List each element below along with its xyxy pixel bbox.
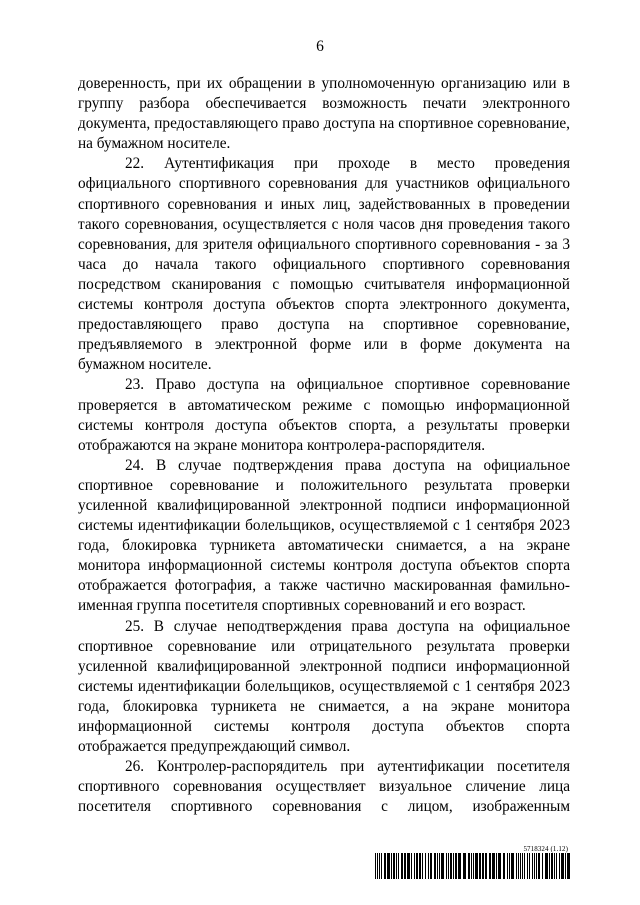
document-body: [78, 74, 570, 817]
paragraph-25: 25. В случае неподтверждения права доступа на официальное спортивное соревнование или отрицательного результата проверки усиленной квалифицированной электронной подписи информационной системы идентификации болельщиков, осуществляемой с 1 сентября 2023 года, блокировка турникета не снимается, а на экране монитора информационной системы контроля доступа объектов спорта отображается предупреждающий символ.: [78, 617, 570, 756]
paragraph-26: 26. Контролер-распорядитель при аутентификации посетителя спортивного соревнования осуществляет визуальное сличение лица посетителя спортивного соревнования с лицом, изображенным: [78, 758, 570, 816]
paragraph-24: 24. В случае подтверждения права доступа на официальное спортивное соревнование и положительного результата проверки усиленной квалифицированной электронной подписи информационной системы идентификации болельщиков, осуществляемой с 1 сентября 2023 года, блокировка турникета автоматически снимается, а на экране монитора информационной системы контроля доступа объектов спорта отображается фотография, а также частично маскированная фамильно-именная группа посетителя спортивных соревнований и его возраст.: [78, 456, 570, 615]
paragraph-22: 22. Аутентификация при проходе в место проведения официального спортивного соревнования для участников официального спортивного соревнования и иных лиц, задействованных в проведении такого соревнования, осуществляется с ноля часов дня проведения такого соревнования, для зрителя официального спортивного соревнования - за 3 часа до начала такого официального спортивного соревнования посредством сканирования с помощью считывателя информационной системы контроля доступа объектов спорта электронного документа, предоставляющего право доступа на спортивное соревнование, предъявляемого в электронной форме или в форме документа на бумажном носителе.: [78, 155, 570, 374]
document-code: 5718324 (1.12): [523, 845, 568, 853]
paragraph-continuation: доверенность, при их обращении в уполномоченную организацию или в группу разбора обеспечивается возможность печати электронного документа, предоставляющего право доступа на спортивное соревнование, на бумажном носителе.: [78, 75, 570, 153]
barcode-icon: [375, 853, 570, 879]
page-number: 6: [316, 38, 324, 55]
paragraph-23: 23. Право доступа на официальное спортивное соревнование проверяется в автоматическом режиме с помощью информационной системы контроля доступа объектов спорта, а результаты проверки отображаются на экране монитора контролера-распорядителя.: [78, 376, 570, 454]
